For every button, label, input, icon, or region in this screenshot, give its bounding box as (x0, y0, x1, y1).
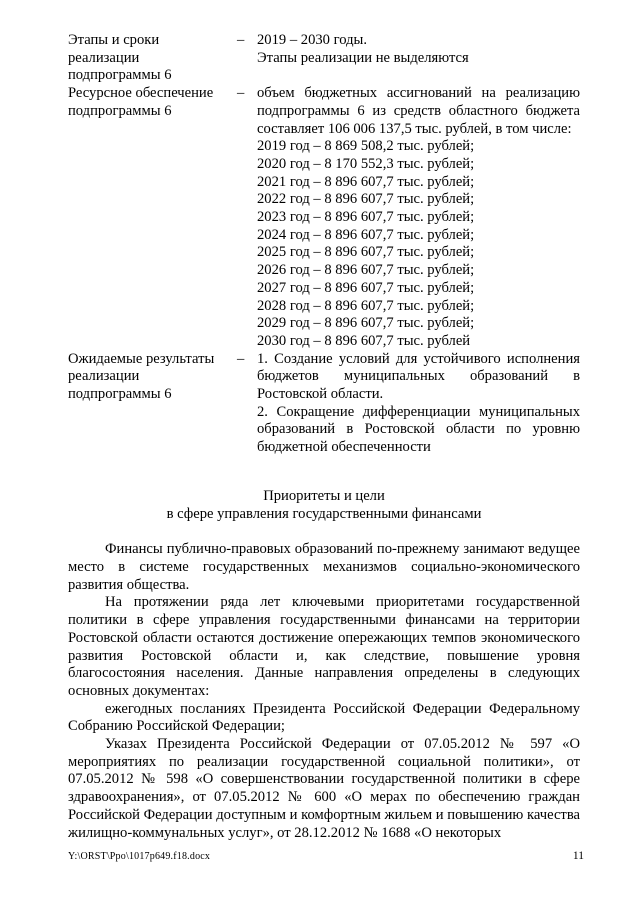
row-stages-content: 2019 – 2030 годы. Этапы реализации не выделяются (257, 32, 469, 66)
row-resources-dash: – (237, 85, 245, 102)
row-results-content (257, 351, 580, 457)
paragraph-finances: Финансы публично-правовых образований по-прежнему занимают ведущее место в системе государственных механизмов социально-экономического развития общества. (68, 541, 580, 593)
row-results-label: Ожидаемые результаты реализации подпрограммы 6 (68, 350, 215, 403)
paragraph-priorities: На протяжении ряда лет ключевыми приоритетами государственной политики в сфере управления государственными финансами на территории Ростовской области остаются достижение опережающих темпов экономического развития Ростовской области и, как следствие, повышение уровня благосостояния населения. Данные направления определены в следующих основных документах: (68, 594, 580, 699)
passport-row-stages (68, 32, 580, 85)
results-item-1: 1. Создание условий для устойчивого исполнения бюджетов муниципальных образований в Ростовской области. (257, 350, 580, 403)
row-stages-dash: – (237, 32, 245, 48)
passport-row-resources (68, 85, 580, 351)
passport-row-results (68, 351, 580, 457)
row-resources-label: Ресурсное обеспечение подпрограммы 6 (68, 85, 214, 119)
page-number: 11 (572, 850, 584, 862)
row-stages-label: Этапы и сроки реализации подпрограммы 6 (68, 32, 172, 84)
row-results-dash: – (237, 350, 245, 367)
footer-file-path: Y:\ORST\Ppo\1017p649.f18.docx (68, 851, 211, 862)
paragraph-decrees: Указах Президента Российской Федерации от 07.05.2012 № 597 «О мероприятиях по реализации государственной социальной политики», от 07.05.2012 № 598 «О совершенствовании государственной политики в сфере здравоохранения», от 07.05.2012 № 600 «О мерах по обеспечению граждан Российской Федерации доступным и комфортным жильем и повышению качества жилищно-коммунальных услуг», от 28.12.2012 № 1688 «О некоторых (68, 736, 580, 841)
section-heading: Приоритеты и цели в сфере управления государственными финансами (166, 487, 482, 522)
resources-intro: объем бюджетных ассигнований на реализацию подпрограммы 6 из средств областного бюджета составляет 106 006 137,5 тыс. рублей, в том числе: (257, 85, 580, 137)
paragraph-messages: ежегодных посланиях Президента Российской Федерации Федеральному Собранию Российской Федерации; (68, 700, 580, 735)
document-content (68, 32, 580, 842)
page-footer (68, 850, 584, 862)
results-item-2: 2. Сокращение дифференциации муниципальных образований в Ростовской области по уровню бюджетной обеспеченности (257, 403, 580, 456)
row-resources-content (257, 85, 580, 351)
resources-year-list: 2019 год – 8 869 508,2 тыс. рублей; 2020 год – 8 170 552,3 тыс. рублей; 2021 год – 8 896 607,7 тыс. рублей; 2022 год – 8 896 607,7 тыс. рублей; 2023 год – 8 896 607,7 тыс. рублей; 2024 год – 8 896 607,7 тыс. рублей; 2025 год – 8 896 607,7 тыс. рублей; 2026 год – 8 896 607,7 тыс. рублей; 2027 год – 8 896 607,7 тыс. рублей; 2028 год – 8 896 607,7 тыс. рублей; 2029 год – 8 896 607,7 тыс. рублей; 2030 год – 8 896 607,7 тыс. рублей (257, 138, 475, 349)
